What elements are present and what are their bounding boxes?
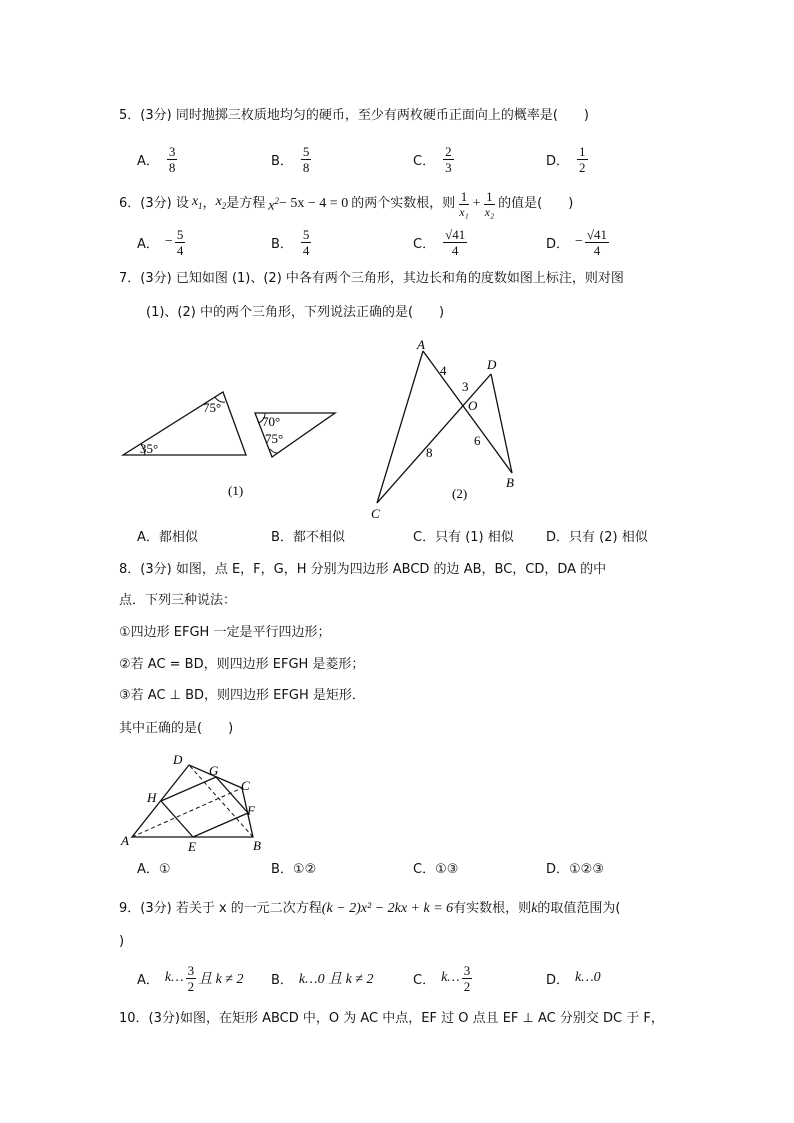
q8-prompt: 其中正确的是( ) xyxy=(119,721,234,736)
point-label-d: D xyxy=(487,357,497,372)
fraction: $\frac{1}{\text{x₁}}$ xyxy=(459,188,469,219)
point-label-b: B xyxy=(506,475,514,490)
q8-option-d: D．①②③ xyxy=(546,862,604,877)
q10-stem-line1: 10．(3分)如图，在矩形 ABCD 中，O 为 AC 中点，EF 过 O 点且 EF ⊥ AC 分别交 DC 于 F， xyxy=(119,1011,664,1026)
fraction: $\frac{2}{3}$ xyxy=(445,143,452,175)
fraction: $\frac{1}{2}$ xyxy=(579,143,586,175)
fraction: $\frac{5}{8}$ xyxy=(302,143,310,175)
q5-option-a xyxy=(137,139,179,179)
q7-figure-1 xyxy=(115,380,345,505)
option-key: D． xyxy=(546,236,570,252)
q9-option-b: B． k…0 且 k ≠ 2 xyxy=(271,972,374,988)
q8-statement-1: ①四边形 EFGH 一定是平行四边形； xyxy=(119,625,331,640)
point-label-h: H xyxy=(147,790,157,805)
option-key: A． xyxy=(137,236,159,252)
option-key: B． xyxy=(271,236,293,252)
q8-statement-3: ③若 AC ⊥ BD，则四边形 EFGH 是矩形． xyxy=(119,688,365,703)
fraction: $\frac{√41}{4}$ xyxy=(586,226,608,258)
quadrilateral-efgh xyxy=(161,777,248,837)
q5-option-c xyxy=(413,139,456,179)
q9-option-d: D． k…0 xyxy=(546,970,601,988)
point-label-o: O xyxy=(468,398,478,413)
option-key: C． xyxy=(413,236,436,252)
length-label: 6 xyxy=(474,433,481,448)
point-label-a: A xyxy=(417,337,425,352)
length-label: 3 xyxy=(462,379,469,394)
q8-option-c: C．①③ xyxy=(413,862,459,877)
point-label-f: F xyxy=(247,803,255,818)
point-label-a: A xyxy=(121,833,129,848)
q5-option-b xyxy=(271,139,313,179)
q6-option-a: A． − $\frac{5}{4}$ xyxy=(137,226,184,258)
q7-figure-2 xyxy=(360,333,530,523)
option-key: B． xyxy=(271,153,293,169)
q9-option-a: A． k… $\frac{3}{2}$ 且 k ≠ 2 xyxy=(137,962,244,994)
option-key: D． xyxy=(546,153,570,169)
q8-option-a: A．① xyxy=(137,862,171,877)
fraction: $\frac{5}{4}$ xyxy=(302,226,310,258)
q6-option-c xyxy=(413,222,469,262)
q7-option-a: A．都相似 xyxy=(137,530,198,545)
angle-arc-75-small xyxy=(270,449,278,453)
fraction: $\frac{3}{2}$ xyxy=(187,962,195,994)
figure-caption: (1) xyxy=(228,483,244,498)
angle-label: 35° xyxy=(140,441,159,456)
q7-stem-line2: (1)、(2) 中的两个三角形，下列说法正确的是( ) xyxy=(146,305,445,320)
q8-stem-line2: 点．下列三种说法： xyxy=(119,593,237,608)
fraction: $\frac{1}{\text{x₂}}$ xyxy=(484,188,495,219)
angle-label: 75° xyxy=(265,431,284,446)
q7-option-b: B．都不相似 xyxy=(271,530,345,545)
fraction: $\frac{√41}{4}$ xyxy=(445,226,466,258)
fraction: $\frac{3}{2}$ xyxy=(463,962,471,994)
q6-option-b xyxy=(271,222,313,262)
point-label-d: D xyxy=(173,752,183,767)
q9-option-c: C． k… $\frac{3}{2}$ xyxy=(413,962,471,994)
q9-stem-line1: 9．(3分) 若关于 x 的一元二次方程(k − 2)x² − 2kx + k = 6有实数根，则k的取值范围为( xyxy=(119,901,621,916)
q5-option-d xyxy=(546,139,590,179)
length-label: 8 xyxy=(426,445,433,460)
q7-option-d: D．只有 (2) 相似 xyxy=(546,530,648,545)
figure-caption: (2) xyxy=(452,486,468,501)
q6-option-d: D． − $\frac{√41}{4}$ xyxy=(546,226,608,258)
point-label-b: B xyxy=(253,838,261,853)
point-label-c: C xyxy=(371,506,380,521)
point-label-c: C xyxy=(241,778,250,793)
angle-label: 70° xyxy=(262,414,281,429)
q7-stem-line1: 7．(3分) 已知如图 (1)、(2) 中各有两个三角形，其边长和角的度数如图上标注，则对图 xyxy=(119,271,624,286)
q8-option-b: B．①② xyxy=(271,862,317,877)
length-label: 4 xyxy=(440,363,447,378)
q6-stem: 6．(3分) 设 $x_1$ ， $x_2$ 是方程 $x^2$ − 5x − 4 = 0 的两个实数根，则 $\frac{1}{\text{x₁}}$ + $\frac{1}{\text{x₂}}$ 的值是( ) xyxy=(119,188,574,219)
q5-stem: 5．(3分) 同时抛掷三枚质地均匀的硬币，至少有两枚硬币正面向上的概率是( ) xyxy=(119,108,589,123)
q9-stem-line2: ) xyxy=(119,934,125,949)
option-key: C． xyxy=(413,153,436,169)
q8-figure xyxy=(115,750,275,855)
option-key: A． xyxy=(137,153,159,169)
q8-statement-2: ②若 AC = BD，则四边形 EFGH 是菱形； xyxy=(119,657,365,672)
diagonal-bd xyxy=(189,765,253,837)
q8-stem-line1: 8．(3分) 如图，点 E，F，G，H 分别为四边形 ABCD 的边 AB，BC，CD，DA 的中 xyxy=(119,562,607,577)
angle-label: 75° xyxy=(203,400,222,415)
point-label-e: E xyxy=(188,839,196,854)
fraction: $\frac{5}{4}$ xyxy=(176,226,184,258)
point-label-g: G xyxy=(209,763,219,778)
q7-option-c: C．只有 (1) 相似 xyxy=(413,530,514,545)
fraction: $\frac{3}{8}$ xyxy=(168,143,176,175)
